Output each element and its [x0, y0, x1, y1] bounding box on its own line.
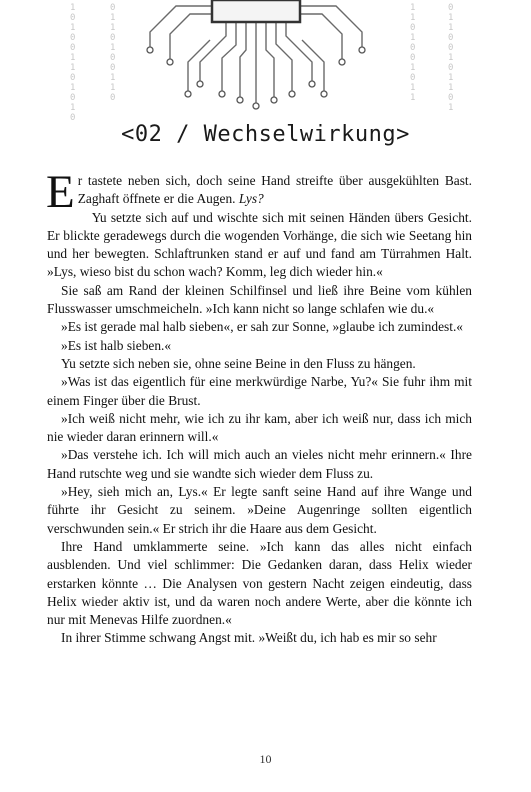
binary-digit: 1	[70, 23, 76, 33]
binary-digit: 0	[70, 43, 76, 53]
binary-digit: 1	[448, 103, 454, 113]
binary-digit: 0	[110, 33, 116, 43]
paragraph: Er tastete neben sich, doch seine Hand streifte über ausgekühlten Bast. Zaghaft öffnete er die Augen. Lys?	[46, 166, 472, 218]
binary-digit: 1	[70, 3, 76, 13]
binary-digit: 0	[70, 113, 76, 120]
binary-digit: 0	[70, 93, 76, 103]
paragraph: Ihre Hand umklammerte seine. »Ich kann das alles nicht einfach ausblenden. Und viel schlimmer: Die Gedanken daran, dass Helix wieder erstarken könnte … Die Analysen von gestern Nacht zeigen eindeutig, dass Helix wieder aktiv ist, und da waren noch andere Werte, aber die könnte ich nur mit Menevas Hilfe zuordnen.«	[47, 538, 472, 628]
binary-digit: 0	[410, 23, 416, 33]
binary-digit: 1	[410, 83, 416, 93]
paragraph: »Das verstehe ich. Ich will mich auch an vieles nicht mehr erinnern.« Ihre Hand rutschte weg und sie wandte sich wieder dem Fluss zu.	[47, 447, 472, 481]
binary-digit: 0	[70, 13, 76, 23]
drop-cap: E	[46, 166, 75, 218]
binary-digit: 1	[448, 53, 454, 63]
binary-digit: 1	[448, 83, 454, 93]
paragraph: »Es ist halb sieben.«	[61, 337, 172, 353]
binary-digit: 0	[448, 93, 454, 103]
paragraph: Yu setzte sich auf und wischte sich mit seinen Händen übers Gesicht. Er blickte geradewegs durch die wogenden Vorhänge, die sich wie Seetang hin und her bewegten. Schlaftrunken stand er auf und fand am Türrahmen Halt. »Lys, wieso bist du schon wach? Komm, leg dich wieder hin.«	[47, 209, 472, 280]
binary-digits-mid-left	[110, 3, 115, 103]
binary-digit: 0	[448, 43, 454, 53]
binary-digit: 1	[110, 23, 116, 33]
binary-digit: 1	[410, 13, 416, 23]
binary-digit: 0	[448, 3, 454, 13]
chapter-title: <02 / Wechselwirkung>	[121, 122, 410, 147]
chip-icon	[212, 0, 300, 22]
paragraph: In ihrer Stimme schwang Angst mit. »Weißt du, ich hab es mir so sehr	[61, 630, 437, 646]
binary-digit: 1	[110, 13, 116, 23]
paragraph: »Was ist das eigentlich für eine merkwürdige Narbe, Yu?« Sie fuhr ihm mit einem Finger über die Brust.	[47, 374, 472, 408]
binary-digit: 1	[110, 73, 116, 83]
binary-digits-left	[70, 3, 75, 120]
binary-digit: 1	[448, 73, 454, 83]
binary-digit: 0	[448, 33, 454, 43]
paragraph: »Es ist gerade mal halb sieben«, er sah zur Sonne, »glaube ich zumindest.«	[61, 319, 463, 335]
body-text	[46, 166, 472, 648]
binary-digit: 1	[70, 53, 76, 63]
binary-digits-right	[448, 3, 453, 113]
binary-digit: 0	[70, 73, 76, 83]
circuit-header-illustration	[0, 0, 531, 120]
binary-digit: 0	[110, 53, 116, 63]
paragraph: »Ich weiß nicht mehr, wie ich zu ihr kam, aber ich weiß nur, dass ich mich nie wieder daran erinnern will.«	[47, 410, 472, 445]
binary-digit: 0	[110, 93, 116, 103]
binary-digit: 1	[70, 63, 76, 73]
binary-digit: 1	[410, 63, 416, 73]
binary-digit: 1	[70, 103, 76, 113]
paragraph: Yu setzte sich neben sie, ohne seine Beine in den Fluss zu hängen.	[61, 355, 416, 371]
paragraph: Sie saß am Rand der kleinen Schilfinsel und ließ ihre Beine vom kühlen Flusswasser umschmeicheln. »Ich kann nicht so lange schlafen wie du.«	[47, 282, 472, 317]
binary-digit: 0	[70, 33, 76, 43]
binary-digit: 0	[410, 53, 416, 63]
binary-digit: 1	[70, 83, 76, 93]
binary-digit: 1	[110, 43, 116, 53]
binary-digit: 1	[448, 13, 454, 23]
binary-digit: 1	[110, 83, 116, 93]
binary-digits-mid-right	[410, 3, 415, 103]
binary-digit: 0	[110, 3, 116, 13]
binary-digit: 1	[448, 23, 454, 33]
binary-digit: 0	[410, 43, 416, 53]
binary-digit: 1	[410, 93, 416, 103]
paragraph: »Hey, sieh mich an, Lys.« Er legte sanft seine Hand auf ihre Wange und führte ihr Gesicht zu seinem. »Deine Augenringe sollten eigentlich verschwunden sein.« Er strich ihr die Haare aus dem Gesicht.	[47, 484, 472, 536]
binary-digit: 0	[410, 73, 416, 83]
binary-digit: 0	[448, 63, 454, 73]
binary-digit: 0	[110, 63, 116, 73]
binary-digit: 1	[410, 3, 416, 13]
page-number: 10	[259, 752, 272, 766]
binary-digit: 1	[410, 33, 416, 43]
